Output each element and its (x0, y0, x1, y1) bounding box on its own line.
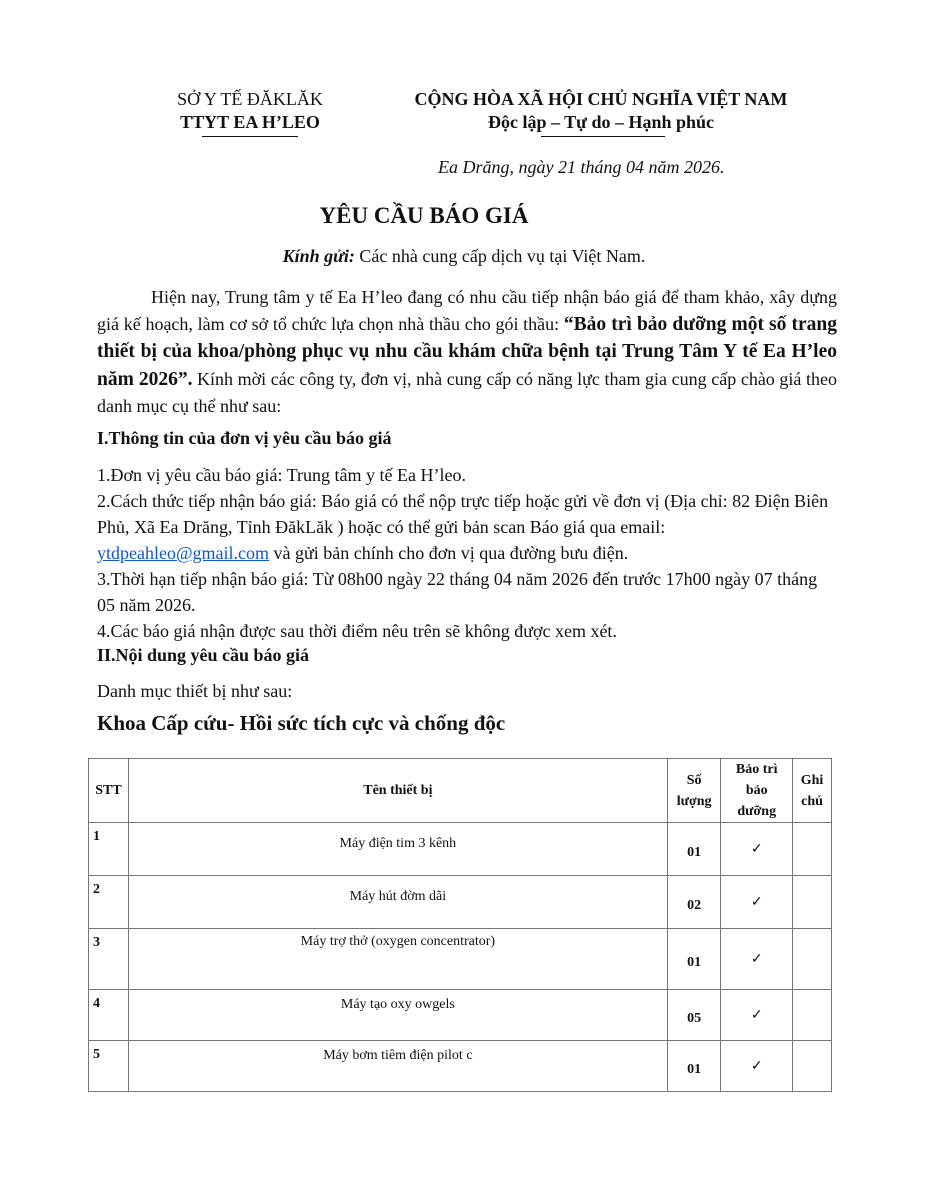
checkmark-icon: ✓ (721, 1041, 793, 1092)
table-row (89, 876, 832, 929)
row-stt: 3 (89, 929, 129, 990)
row-name: Máy tạo oxy owgels (128, 990, 667, 1041)
col-maintenance: Bảo trì bảo dưỡng (721, 759, 793, 823)
intro-part2: Kính mời các công ty, đơn vị, nhà cung cấp có năng lực tham gia cung cấp chào giá theo danh mục cụ thể như sau: (97, 368, 838, 416)
col-note: Ghi chú (793, 759, 832, 823)
intro-part1: Hiện nay, Trung tâm y tế Ea H’leo đang có nhu cầu tiếp nhận báo giá để tham khảo, xây dựng giá kế hoạch, làm cơ sở tổ chức lựa chọn nhà thầu cho gói thầu: (97, 287, 837, 334)
table-row (89, 990, 832, 1041)
table-row (89, 823, 832, 876)
col-qty: Số lượng (667, 759, 721, 823)
document-title (0, 203, 928, 229)
row-qty: 02 (667, 876, 721, 929)
agency-name: TTYT EA H’LEO (180, 112, 320, 132)
row-name: Máy bơm tiêm điện pilot c (128, 1041, 667, 1092)
greeting (0, 246, 928, 267)
row-qty: 01 (667, 929, 721, 990)
col-stt: STT (89, 759, 129, 823)
national-motto (376, 88, 826, 137)
col-name: Tên thiết bị (128, 759, 667, 823)
issuing-agency (140, 88, 360, 137)
row-name: Máy trợ thở (oxygen concentrator) (128, 929, 667, 990)
row-note (793, 929, 832, 990)
row-note (793, 876, 832, 929)
email-link[interactable]: ytdpeahleo@gmail.com (97, 543, 270, 563)
document-title-text: YÊU CẦU BÁO GIÁ (319, 203, 529, 228)
greeting-text: Các nhà cung cấp dịch vụ tại Việt Nam. (354, 246, 646, 266)
table-header-row (89, 759, 832, 823)
section1-item2 (97, 488, 837, 566)
agency-parent: SỞ Y TẾ ĐĂKLĂK (177, 89, 323, 109)
row-stt: 1 (89, 823, 129, 876)
agency-underline (202, 136, 298, 137)
checkmark-icon: ✓ (721, 876, 793, 929)
row-note (793, 823, 832, 876)
section2-heading: II.Nội dung yêu cầu báo giá (97, 645, 310, 665)
motto: Độc lập – Tự do – Hạnh phúc (487, 112, 715, 132)
row-qty: 01 (667, 823, 721, 876)
row-note (793, 1041, 832, 1092)
motto-underline (541, 136, 665, 137)
row-stt: 4 (89, 990, 129, 1041)
section1-item1: 1.Đơn vị yêu cầu báo giá: Trung tâm y tế Ea H’leo. (97, 465, 466, 485)
row-stt: 5 (89, 1041, 129, 1092)
checkmark-icon: ✓ (721, 990, 793, 1041)
intro-paragraph (97, 284, 837, 420)
department-heading: Khoa Cấp cứu- Hồi sức tích cực và chống độc (97, 711, 506, 735)
table-row (89, 1041, 832, 1092)
row-note (793, 990, 832, 1041)
row-name: Máy hút đờm dãi (128, 876, 667, 929)
table-row (89, 929, 832, 990)
section1-heading: I.Thông tin của đơn vị yêu cầu báo giá (97, 428, 392, 448)
equipment-table (88, 758, 832, 1092)
row-stt: 2 (89, 876, 129, 929)
section1-item3: 3.Thời hạn tiếp nhận báo giá: Từ 08h00 ngày 22 tháng 04 năm 2026 đến trước 17h00 ngày 07 tháng 05 năm 2026. (97, 569, 818, 615)
checkmark-icon: ✓ (721, 823, 793, 876)
row-name: Máy điện tim 3 kênh (128, 823, 667, 876)
list-intro: Danh mục thiết bị như sau: (97, 681, 293, 701)
row-qty: 05 (667, 990, 721, 1041)
country-name: CỘNG HÒA XÃ HỘI CHỦ NGHĨA VIỆT NAM (414, 89, 788, 109)
row-qty: 01 (667, 1041, 721, 1092)
greeting-label: Kính gửi: (282, 246, 355, 266)
checkmark-icon: ✓ (721, 929, 793, 990)
document-date: Ea Drăng, ngày 21 tháng 04 năm 2026. (438, 157, 725, 177)
section1-item2-tail: và gửi bản chính cho đơn vị qua đường bưu điện. (269, 543, 629, 563)
section1-item2-text: 2.Cách thức tiếp nhận báo giá: Báo giá có thể nộp trực tiếp hoặc gửi về đơn vị (Địa chỉ: 82 Điện Biên Phủ, Xã Ea Drăng, Tỉnh ĐăkLăk ) hoặc có thể gửi bản scan Báo giá qua email: (97, 491, 829, 537)
section1-item4: 4.Các báo giá nhận được sau thời điểm nêu trên sẽ không được xem xét. (97, 621, 617, 641)
package-name: “Bảo trì bảo dưỡng một số trang thiết bị của khoa/phòng phục vụ nhu cầu khám chữa bệnh tại Trung Tâm Y tế Ea H’leo năm 2026”. (97, 313, 837, 390)
